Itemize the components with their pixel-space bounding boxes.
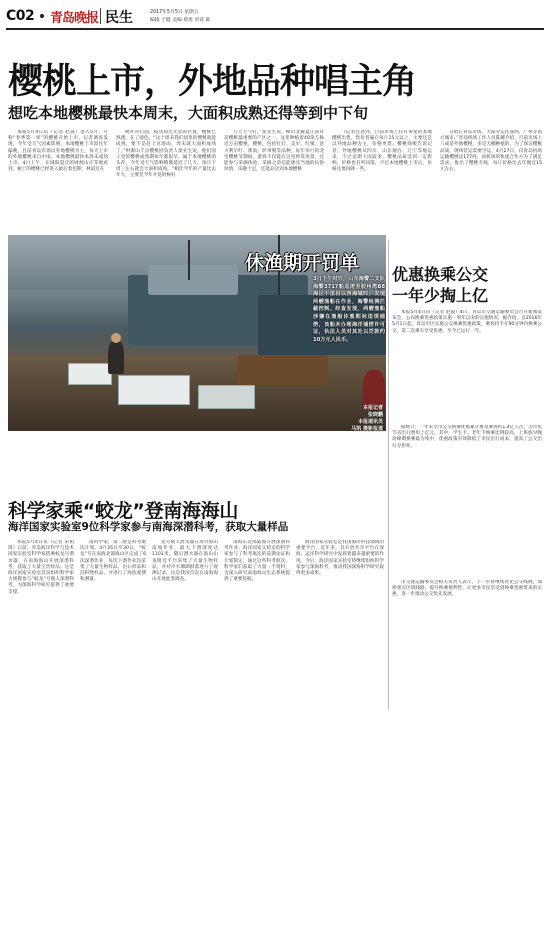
credit-line: 本报记者 <box>362 405 383 411</box>
credit-line: 本报通讯员 <box>357 419 383 425</box>
page-number: C02 <box>6 8 35 24</box>
main-column-5 <box>440 130 542 230</box>
science-column-5 <box>296 540 384 702</box>
photo-caption: 3日下午时许，山东海警二支队海警3717船巡逻至胶州湾B8海区干里岩以西海域时，发现两艘渔船在作业，海警检测拦截控制。经查发现，两艘渔船涉嫌在渔船休渔期间违规捕捞，该船未办理海洋捕捞许可证，执法人员对其处以罚款约10万元人民币。 <box>313 276 385 343</box>
credit-line: 张晓鹏 <box>367 412 383 418</box>
right-paragraph: 据统计，一年来全市公交换乘优惠累计惠及乘客约1.4亿人次，为市民节省出行费用上亿元。其中，学生卡、老年卡换乘比例较高，上班族早晚高峰期换乘最为集中，优惠政策有效降低了市民出行成本，提高了公交出行分担率。 <box>392 425 542 449</box>
right-headline-line2: 一年少掏上亿 <box>392 286 489 305</box>
main-paragraph: （记者注意到，目前市场上仅有零星的本地樱桃出售，售价普遍在每斤15元以上，主要还是以外地品种为主，价格更贵。樱桃商贩告诉记者，外地樱桃从四川、山东烟台、辽宁等地运来，不过近期下雨较多，樱桃品质受到一定影响，价格也有所回落，不过本地樱桃上市后，价格还要再降一些。 <box>332 130 432 173</box>
right-paragraph: 市交通运输委员会相关负责人表示，下一步将继续优化公交线网，加密重点区域线路，提升换乘便利性，让更多市民享受到换乘优惠带来的实惠，进一步推动公交优先发展。 <box>392 580 542 598</box>
column-divider <box>388 240 389 710</box>
main-column-4 <box>332 130 432 230</box>
science-column-1 <box>8 540 74 702</box>
science-paragraph: 海洋国家实验室是我国海洋科技领域的重要平台，近年来，其开放共享平台在深海、远洋科学研究中发挥着越来越重要的作用。今后，海洋国家实验室将继续组织科学家参与深海科考，推动我国深海科学研究取得更多成果。 <box>296 540 384 577</box>
newspaper-logo: 青岛晚报 <box>50 11 99 26</box>
right-headline-line1: 优惠换乘公交 <box>392 265 489 284</box>
main-subhead: 想吃本地樱桃最快本周末，大面积成熟还得等到中下旬 <box>8 104 369 122</box>
photo-credit <box>335 405 383 433</box>
section-title: 民生 <box>105 10 133 26</box>
right-paragraph: 本报5月4日讯（记者 赵波）4日，青岛市交通运输委员会召开新闻发布会，公布换乘优惠政策实施一周年以来的实施情况。据介绍，自2016年5月1日起，青岛市区实施公交换乘优惠政策，乘客持卡在90分钟内换乘公交，第二次乘车享受优惠，至今已运行一年。 <box>392 310 542 334</box>
header-dots-icon <box>40 14 45 19</box>
main-column-3 <box>224 130 324 230</box>
science-column-2 <box>80 540 146 702</box>
main-paragraph: 分销在青岛市场，大部分运往深圳、广州等南方城市。”青岛机场工作人员陈耀介绍，目前市场上八成是外地樱桃，多是大棚种植的，为了保证樱桃品质，现场装运需要空运，4月27日，仅青岛机场运输樱桃达177吨，而机场的快递合作方为了满足需求，推出了樱桃专线，每斤价格比去年便宜15元左右。 <box>440 130 542 173</box>
photo-title: 休渔期开罚单 <box>245 252 360 274</box>
science-paragraph: 南科学家，第二批是科考航次计划。4月26日至30日，“蛟龙”号在南海北部海山区完成了6次深潜作业，每次下潜作业均采集了大量生物样品、岩石样品和沉积物样品，并进行了海底观测和测量。 <box>80 540 146 583</box>
header-editors: 编辑 于健 美编 蔡勇 审读 陈 <box>150 18 211 23</box>
right-column-1 <box>392 310 542 420</box>
header-meta <box>150 9 210 25</box>
main-column-1 <box>8 130 108 230</box>
science-column-3 <box>152 540 218 702</box>
science-paragraph: 龙号载人潜水器在珍贝海山南坡作业，最大下潜深度达1101米。随后潜水器在海山山顶附近平台采集了大量生物样品，并对冷水珊瑚群落进行了观测记录，这是我国首次在南海海山开展此类调查。 <box>152 540 218 583</box>
science-paragraph: 本报5月4日讯（记者 宋祖锋）日前，青岛海洋科学与技术国家实验室科学家搭乘蛟龙号潜水器，在南海海山开展深潜科考，获取了大量宝贵样品。这是海洋国家实验室首次组织科学家大规模参与“蛟龙”号载人深潜科考，为深海科学研究提供了重要支撑。 <box>8 540 74 595</box>
right-column-3 <box>392 580 542 700</box>
main-paragraph: 树叶背后面，枝丛间光光显的位置，樱桃已熟透，在了颜色。“这个周末我们园里的樱桃就能成熟，要不是赶上这场雨，周末就大面积成熟了。”财源山千亩樱桃园负责人栾先生说，他们园子里的樱桃成熟期每年都很早，属于本地樱桃的头茬，今年受天气影响稍微延迟了几天，预计下周三左右就会大面积成熟。“相比今年的产量比去年大，主要是今年开花时候好 <box>116 130 216 179</box>
header-separator <box>100 8 101 24</box>
main-paragraph: 几天天气好。”栾先生说。峰山北麓夏庄南青岛樱桃最重要的产区之一，这里种植着40余万株近万亩樱桃，樱桃、包括红灯、美早、红蜜、意大利早红、那翁、萨米脱等品种，每年举行的北宅樱桃节期间，游客不仅能在这里欣赏风景，还能参与采摘体验，采摘之余还能感受当地的民俗风情，乐趣十足，还能品尝到本地樱桃 <box>224 130 324 173</box>
right-column-2 <box>392 425 542 575</box>
science-headline: 科学家乘“蛟龙”登南海海山 <box>8 500 239 522</box>
main-column-2 <box>116 130 216 230</box>
main-headline: 樱桃上市，外地品种唱主角 <box>8 62 417 102</box>
science-column-4 <box>224 540 290 702</box>
credit-line: 马凯 摄影报道 <box>351 426 383 432</box>
header-rule <box>6 28 544 30</box>
science-paragraph: 南海东北部陆坡开展深潜科考作业。海洋国家实验室的科学家参与了科考航次的前期论证和计划制定，通过这些科考航次，科学家们获取了大量一手资料，为深入研究南海海山生态系统提供了重要依据。 <box>224 540 290 583</box>
header-date: 2017年5月5日 星期五 <box>150 10 199 15</box>
main-paragraph: 本报5月4日讯（记者 赵波）进入5月，号称“春季第一果”的樱桃开始上市，记者调查发现，今年受天气因素影响，本地樱桃上市较往年偏晚，目前青岛市场以外地樱桃为主，每天上市的外地樱桃来自中南，本地樱桃最快本周末成熟上市。4日上午，在城阳夏庄的财源山庄等地看到，树上的樱桃已经进入最后着色期，林道还在 <box>8 130 108 173</box>
science-subhead: 海洋国家实验室9位科学家参与南海深潜科考，获取大量样品 <box>8 521 289 533</box>
